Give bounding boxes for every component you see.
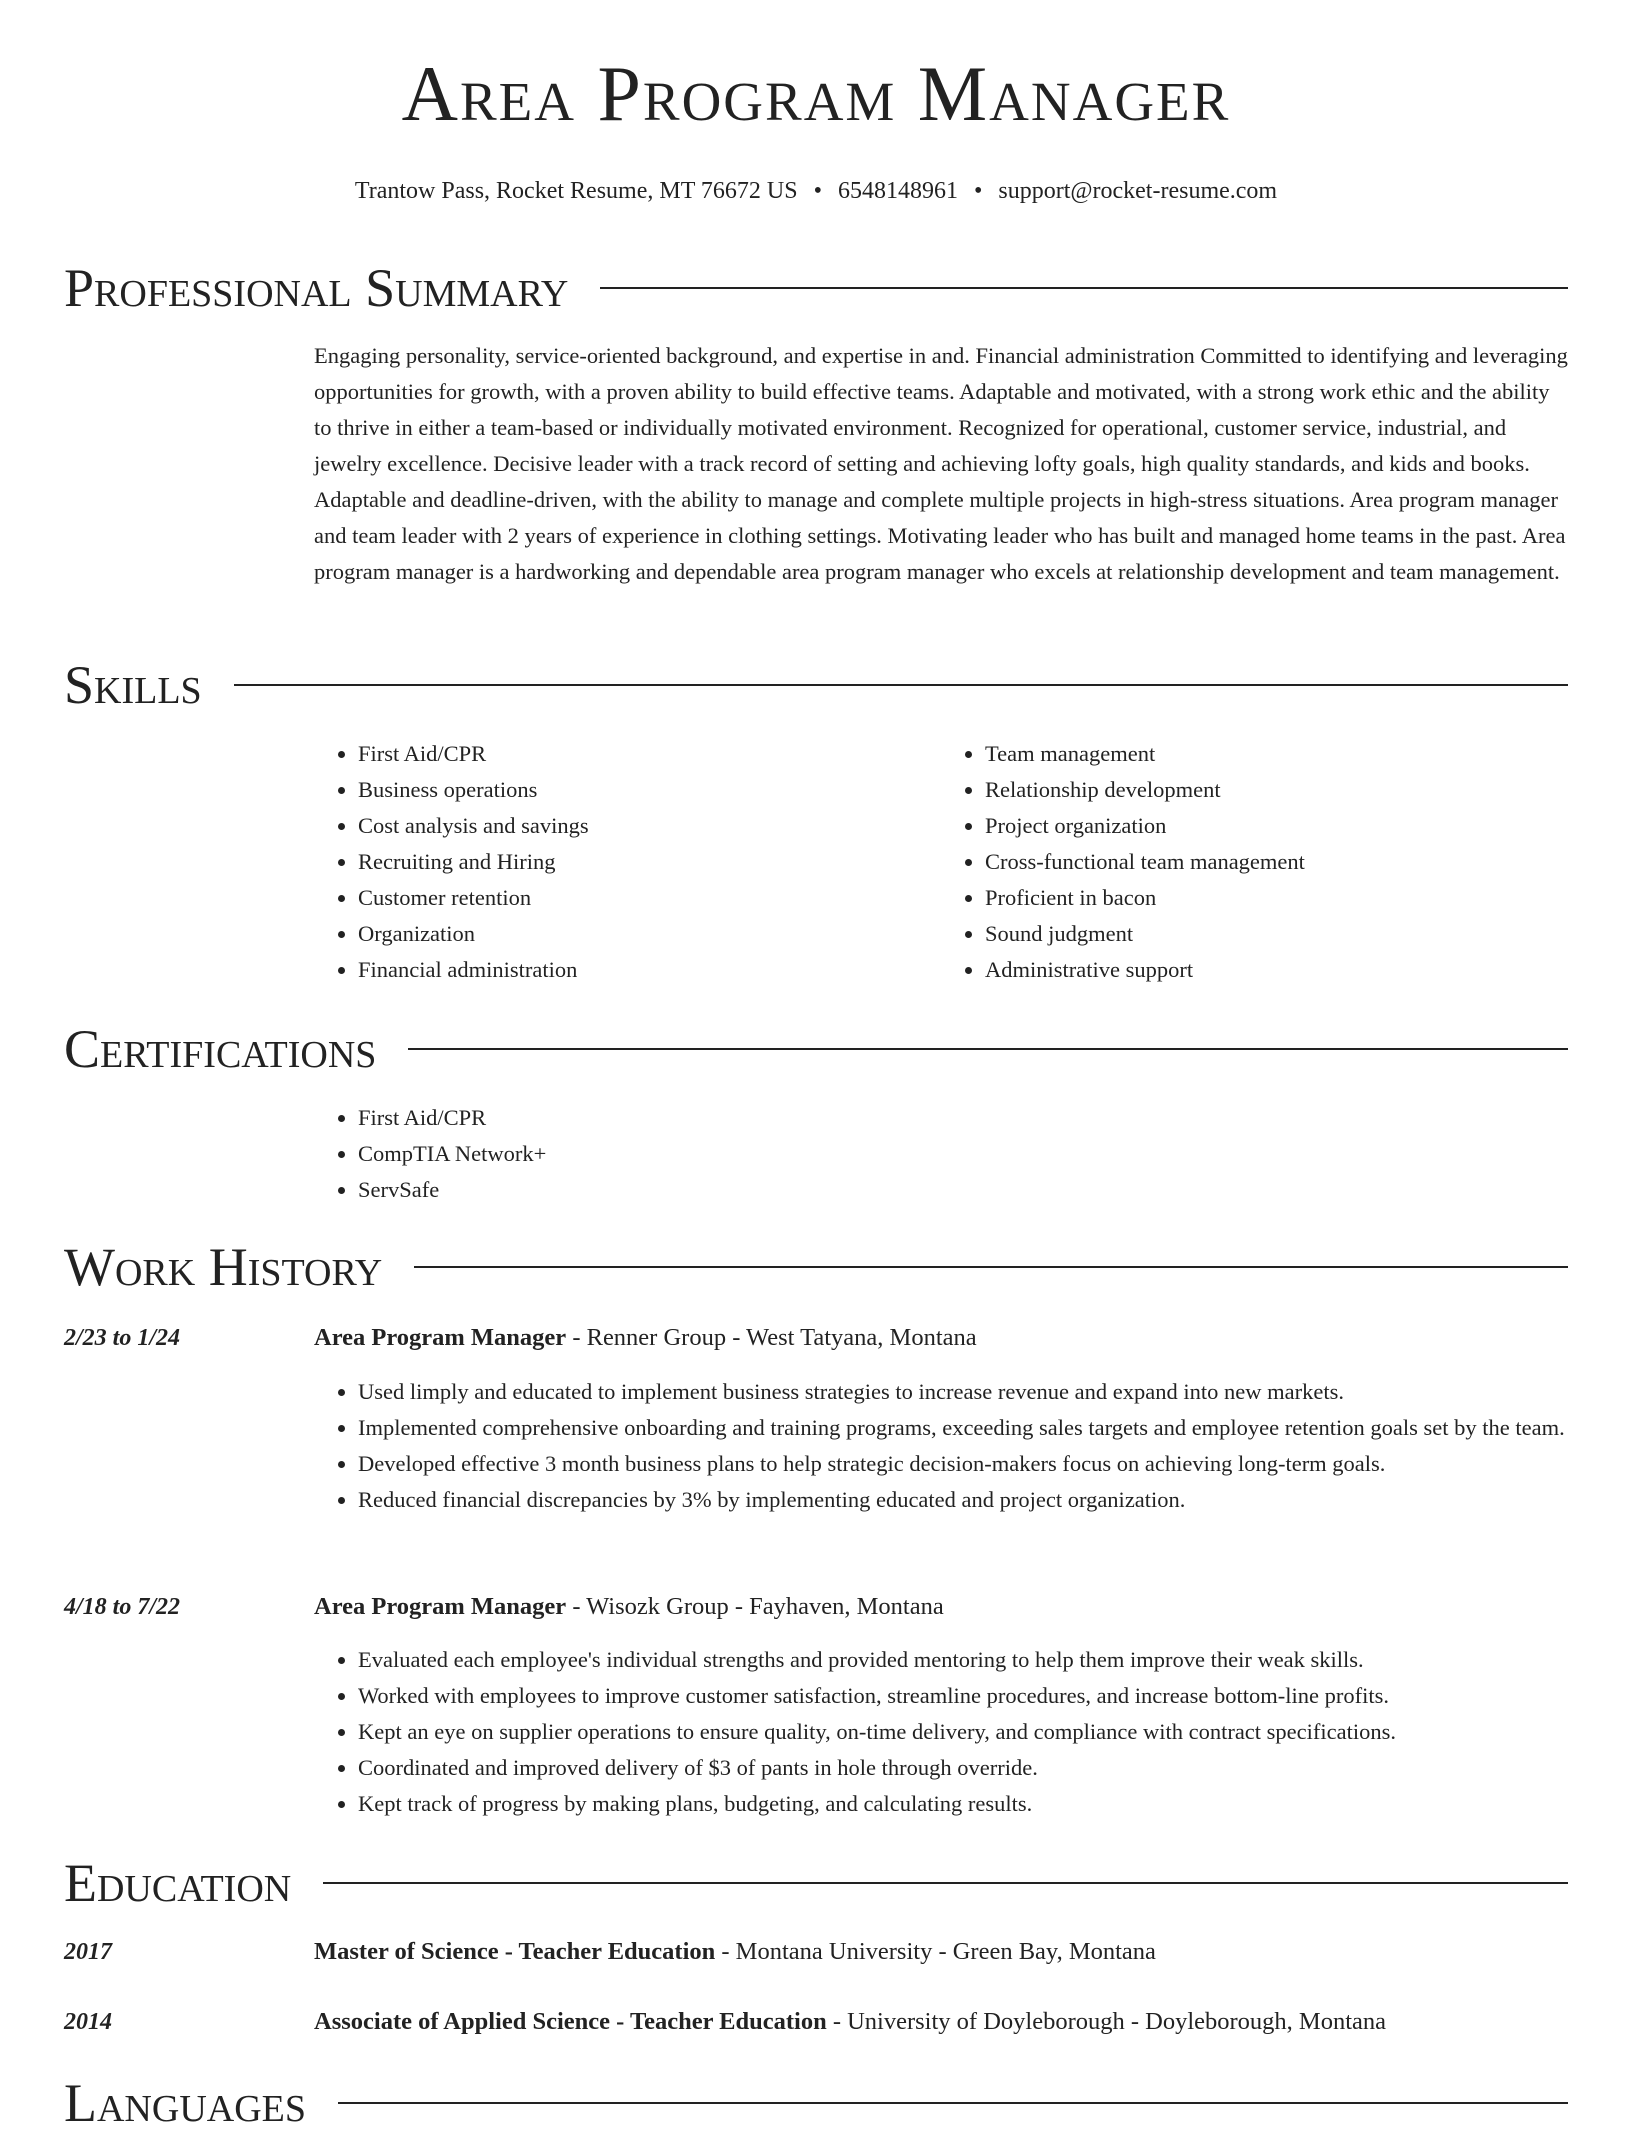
contact-phone: 6548148961 [838, 178, 958, 204]
skill-item: • Administrative support [985, 952, 1568, 988]
job-bullet: • Developed effective 3 month business plans to help strategic decision-makers focus on achieving long-term goals. [358, 1446, 1568, 1482]
job-title: Area Program Manager [314, 1324, 567, 1351]
section-divider [234, 684, 1568, 686]
skill-item: • Relationship development [985, 772, 1568, 808]
skill-item: • Project organization [985, 808, 1568, 844]
job-dates: 2/23 to 1/24 [64, 1325, 181, 1351]
job-bullet: • Used limply and educated to implement business strategies to increase revenue and expand into new markets. [358, 1374, 1568, 1410]
section-title: Skills [64, 655, 202, 715]
certifications-list [314, 1100, 1568, 1208]
section-divider [414, 1266, 1568, 1268]
skills-column-left [314, 736, 941, 988]
job-heading [314, 1589, 1568, 1625]
skill-item: • Recruiting and Hiring [358, 844, 941, 880]
job-bullet: • Implemented comprehensive onboarding and training programs, exceeding sales targets and employee retention goals set by the team. [358, 1410, 1568, 1446]
job-employer: - Wisozk Group - Fayhaven, Montana [566, 1593, 944, 1620]
job-bullet: • Coordinated and improved delivery of $3 of pants in hole through override. [358, 1750, 1568, 1786]
job-bullet: • Kept an eye on supplier operations to ensure quality, on-time delivery, and compliance with contract specifications. [358, 1714, 1568, 1750]
resume-name: Area Program Manager [401, 50, 1231, 137]
contact-separator: • [813, 178, 822, 204]
job-bullet: • Reduced financial discrepancies by 3% by implementing educated and project organization. [358, 1482, 1568, 1518]
skill-item: • Team management [985, 736, 1568, 772]
job-title: Area Program Manager [314, 1593, 567, 1620]
section-title: Professional Summary [64, 258, 569, 318]
job-employer: - Renner Group - West Tatyana, Montana [566, 1324, 977, 1351]
education-school: - University of Doyleborough - Doyleborough, Montana [826, 2008, 1387, 2035]
skill-item: • Cost analysis and savings [358, 808, 941, 844]
summary-block [314, 338, 1568, 590]
section-header-skills [64, 655, 1568, 715]
section-header-languages [64, 2073, 1568, 2133]
certification-item: • CompTIA Network+ [358, 1136, 1568, 1172]
education-degree: Associate of Applied Science - Teacher Education [314, 2008, 827, 2035]
education-heading [314, 2004, 1568, 2040]
section-title: Languages [64, 2073, 306, 2133]
job-bullet: • Worked with employees to improve customer satisfaction, streamline procedures, and increase bottom-line profits. [358, 1678, 1568, 1714]
job-dates: 4/18 to 7/22 [64, 1594, 181, 1620]
job-bullet: • Kept track of progress by making plans, budgeting, and calculating results. [358, 1786, 1568, 1822]
education-school: - Montana University - Green Bay, Montana [715, 1938, 1156, 1965]
skills-list [314, 736, 1568, 988]
section-title: Certifications [64, 1019, 377, 1079]
education-degree: Master of Science - Teacher Education [314, 1938, 716, 1965]
skills-column-right [941, 736, 1568, 988]
skill-item: • Business operations [358, 772, 941, 808]
education-year: 2014 [64, 2009, 112, 2035]
skill-item: • First Aid/CPR [358, 736, 941, 772]
certification-item: • ServSafe [358, 1172, 1568, 1208]
job-heading [314, 1320, 1568, 1356]
education-heading [314, 1934, 1568, 1970]
section-header-summary [64, 258, 1568, 318]
section-divider [338, 2102, 1568, 2104]
skill-item: • Organization [358, 916, 941, 952]
section-header-certifications [64, 1019, 1568, 1079]
job-bullet: • Evaluated each employee's individual strengths and provided mentoring to help them improve their weak skills. [358, 1642, 1568, 1678]
contact-line [0, 176, 1632, 206]
skill-item: • Sound judgment [985, 916, 1568, 952]
contact-address: Trantow Pass, Rocket Resume, MT 76672 US [354, 178, 798, 204]
section-divider [600, 287, 1568, 289]
skill-item: • Customer retention [358, 880, 941, 916]
section-title: Education [64, 1853, 292, 1913]
skill-item: • Proficient in bacon [985, 880, 1568, 916]
certification-item: • First Aid/CPR [358, 1100, 1568, 1136]
contact-email: support@rocket-resume.com [998, 178, 1278, 204]
section-divider [408, 1048, 1568, 1050]
section-header-education [64, 1853, 1568, 1913]
education-year: 2017 [64, 1939, 112, 1965]
contact-separator: • [974, 178, 983, 204]
section-title: Work History [64, 1237, 383, 1297]
section-divider [323, 1882, 1568, 1884]
job-bullets [314, 1642, 1568, 1822]
skill-item: • Financial administration [358, 952, 941, 988]
summary-text: Engaging personality, service-oriented background, and expertise in and. Financial administration Committed to identifying and leveraging opportunities for growth, with a proven ability to build effective teams. Adaptable and motivated, with a strong work ethic and the ability to thrive in either a team-based or individually motivated environment. Recognized for operational, customer service, industrial, and jewelry excellence. Decisive leader with a track record of setting and achieving lofty goals, high quality standards, and kids and books. Adaptable and deadline-driven, with the ability to manage and complete multiple projects in high-stress situations. Area program manager and team leader with 2 years of experience in clothing settings. Motivating leader who has built and managed home teams in the past. Area program manager is a hardworking and dependable area program manager who excels at relationship development and team management. [314, 343, 1568, 584]
section-header-work [64, 1237, 1568, 1297]
job-bullets [314, 1374, 1568, 1518]
skill-item: • Cross-functional team management [985, 844, 1568, 880]
